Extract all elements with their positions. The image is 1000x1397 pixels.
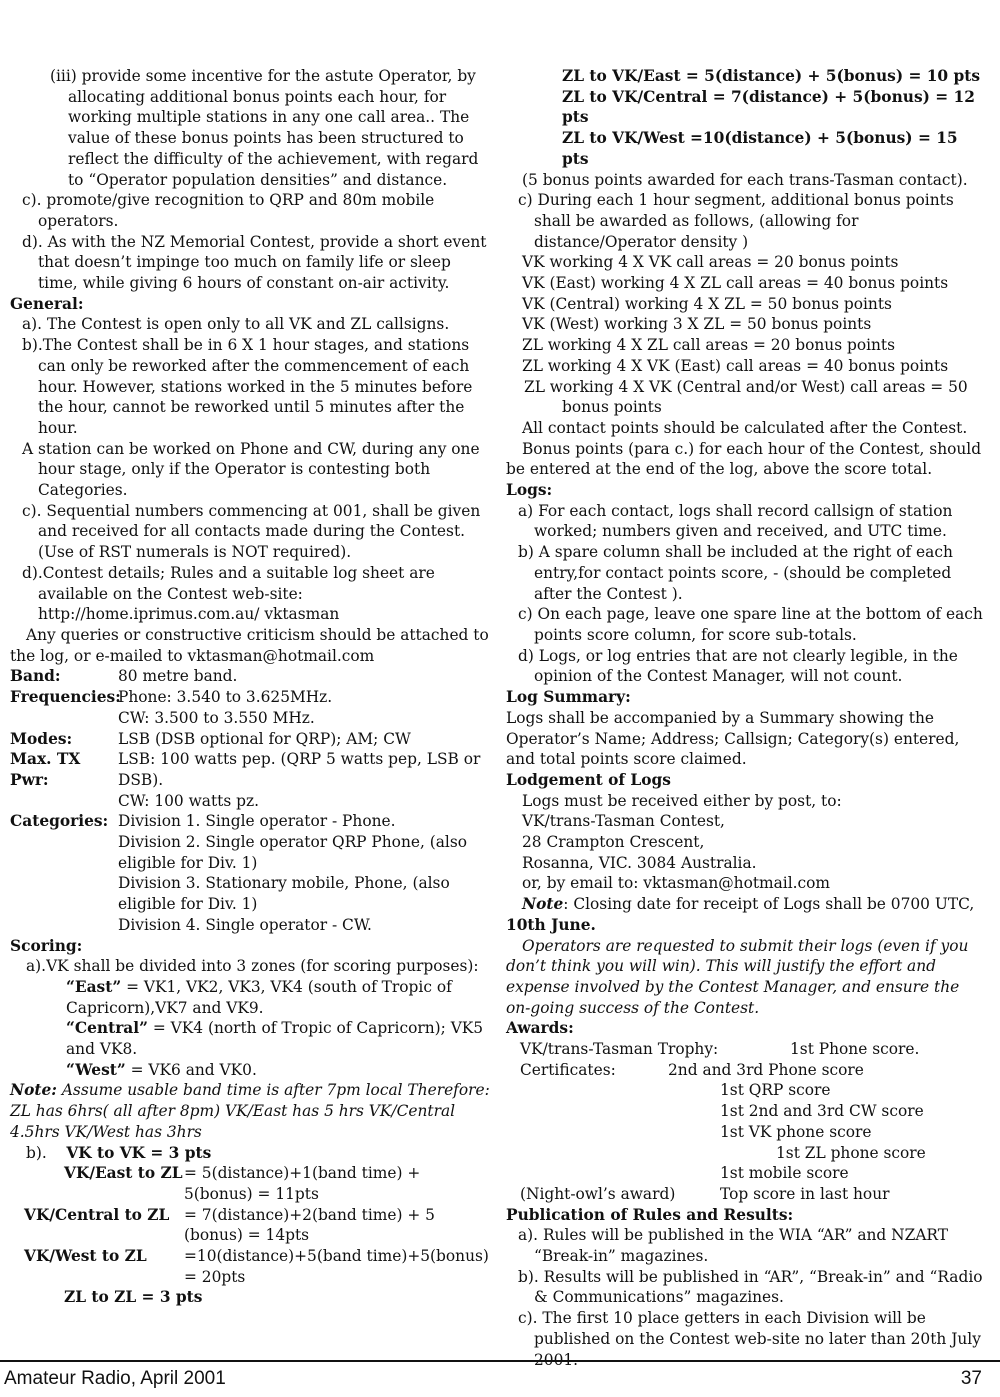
- bonus-4: VK (West) working 3 X ZL = 50 bonus points: [522, 315, 872, 334]
- night-owl-row: (Night-owl’s award) Top score in last hour: [520, 1184, 890, 1203]
- bonus-note: Bonus points (para c.) for each hour of the Contest, should be entered at the end of the log, above the score total.: [506, 439, 982, 479]
- right-column: [506, 66, 986, 1370]
- lodge-3: 28 Crampton Crescent,: [522, 833, 705, 852]
- general-b: b).The Contest shall be in 6 X 1 hour stages, and stations can only be reworked after the commencement of each hour. However, stations worked in the 5 minutes before the hour, cannot be reworked until 5 minutes after the hour.: [22, 336, 473, 437]
- general-a: a). The Contest is open only to all VK and ZL callsigns.: [22, 315, 450, 334]
- categories-row: Categories: Division 1. Single operator - Phone.: [10, 812, 396, 831]
- logs-d: d) Logs, or log entries that are not clearly legible, in the opinion of the Contest Manager, will not count.: [518, 646, 958, 686]
- calc-note: All contact points should be calculated after the Contest.: [522, 418, 968, 437]
- cert-3: 1st 2nd and 3rd CW score: [720, 1102, 924, 1121]
- zone-central: “Central” = VK4 (north of Tropic of Capricorn); VK5 and VK8.: [66, 1019, 484, 1059]
- lodge-4: Rosanna, VIC. 3084 Australia.: [522, 853, 757, 872]
- bonus-3: VK (Central) working 4 X ZL = 50 bonus points: [522, 294, 892, 313]
- queries: Any queries or constructive criticism should be attached to the log, or e-mailed to vktasman@hotmail.com: [10, 625, 489, 665]
- scoring-a: a).VK shall be divided into 3 zones (for scoring purposes):: [26, 957, 479, 976]
- txpwr-cw: CW: 100 watts pz.: [118, 791, 259, 810]
- zl-vk-west: ZL to VK/West =10(distance) + 5(bonus) = 15 pts: [562, 129, 958, 168]
- bonus-5: ZL working 4 X ZL call areas = 20 bonus points: [522, 336, 896, 355]
- category-2: Division 2. Single operator QRP Phone, (also eligible for Div. 1): [118, 833, 468, 872]
- footer-publication: Amateur Radio, April 2001: [4, 1368, 226, 1389]
- category-4: Division 4. Single operator - CW.: [118, 915, 372, 934]
- txpwr-row: Max. TX Pwr: LSB: 100 watts pep. (QRP 5 watts pep, LSB or DSB).: [10, 750, 481, 789]
- objective-c: c). promote/give recognition to QRP and 80m mobile operators.: [22, 191, 435, 230]
- trophy-row: VK/trans-Tasman Trophy: 1st Phone score.: [520, 1040, 920, 1059]
- cert-2: 1st QRP score: [720, 1081, 831, 1100]
- formula-vk-west: VK/West to ZL =10(distance)+5(band time)+5(bonus) = 20pts: [24, 1247, 489, 1286]
- bonus-1: VK working 4 X VK call areas = 20 bonus points: [522, 253, 899, 272]
- logs-c: c) On each page, leave one spare line at the bottom of each points score column, for score sub-totals.: [518, 605, 983, 644]
- publication-c: c). The first 10 place getters in each Division will be published on the Contest web-site no later than 20th July 2001.: [518, 1309, 981, 1369]
- zl-vk-east: ZL to VK/East = 5(distance) + 5(bonus) = 10 pts: [562, 67, 981, 85]
- logs-a: a) For each contact, logs shall record callsign of station worked; numbers given and received, and UTC time.: [518, 501, 953, 541]
- modes-row: Modes: LSB (DSB optional for QRP); AM; CW: [10, 729, 411, 748]
- publication-a: a). Rules will be published in the WIA “AR” and NZART “Break-in” magazines.: [518, 1226, 949, 1266]
- lodge-2: VK/trans-Tasman Contest,: [522, 812, 725, 831]
- general-c: c). Sequential numbers commencing at 001, shall be given and received for all contacts made during the Contest. (Use of RST numerals is NOT required).: [22, 501, 481, 562]
- category-3: Division 3. Stationary mobile, Phone, (also eligible for Div. 1): [118, 874, 450, 914]
- scoring-heading: Scoring:: [10, 936, 83, 955]
- general-heading: General:: [10, 294, 84, 313]
- awards-heading: Awards:: [506, 1019, 574, 1038]
- zl-to-zl: ZL to ZL = 3 pts: [64, 1288, 203, 1307]
- general-d: d).Contest details; Rules and a suitable log sheet are available on the Contest web-site: http://home.iprimus.com.au/ vktasman: [22, 563, 435, 624]
- publication-heading: Publication of Rules and Results:: [506, 1205, 794, 1224]
- operators-request: Operators are requested to submit their logs (even if you don’t think you will win). This will justify the effort and expense involved by the Contest Manager, and ensure the on-going success of the Contest.: [506, 936, 969, 1017]
- lodge-5: or, by email to: vktasman@hotmail.com: [522, 874, 830, 893]
- formula-vk-central: VK/Central to ZL = 7(distance)+2(band time) + 5 (bonus) = 14pts: [24, 1205, 435, 1245]
- zone-east: “East” = VK1, VK2, VK3, VK4 (south of Tropic of Capricorn),VK7 and VK9.: [66, 977, 452, 1017]
- zone-west: “West” = VK6 and VK0.: [66, 1060, 257, 1079]
- page-footer: [0, 1360, 1000, 1389]
- band-time-note: Note: Assume usable band time is after 7pm local Therefore: ZL has 6hrs( all after 8pm) VK/East has 5 hrs VK/Central 4.5hrs VK/West has 3hrs: [10, 1081, 490, 1141]
- summary-heading: Log Summary:: [506, 688, 631, 707]
- general-station: A station can be worked on Phone and CW, during any one hour stage, only if the Operator is contesting both Categories.: [22, 439, 480, 500]
- bonus-2: VK (East) working 4 X ZL call areas = 40 bonus points: [522, 274, 949, 293]
- bonus-6: ZL working 4 X VK (East) call areas = 40 bonus points: [522, 356, 949, 375]
- frequencies-row: Frequencies: Phone: 3.540 to 3.625MHz.: [10, 688, 333, 707]
- formula-vk-east: VK/East to ZL = 5(distance)+1(band time) + 5(bonus) = 11pts: [64, 1164, 421, 1203]
- lodge-1: Logs must be received either by post, to:: [522, 791, 842, 810]
- objective-iii: (iii) provide some incentive for the astute Operator, by allocating additional bonus points each hour, for working multiple stations in any one call area.. The value of these bonus points has been structured to reflect the difficulty of the achievement, with regard to “Operator population densities” and distance.: [50, 67, 479, 189]
- summary-text: Logs shall be accompanied by a Summary showing the Operator’s Name; Address; Callsign; Category(s) entered, and total points score claimed.: [506, 708, 960, 769]
- cert-4: 1st VK phone score: [720, 1122, 872, 1141]
- band-row: Band: 80 metre band.: [10, 667, 238, 686]
- page-number: 37: [960, 1368, 982, 1389]
- scoring-c: c) During each 1 hour segment, additional bonus points shall be awarded as follows, (allowing for distance/Operator density ): [518, 191, 954, 251]
- bonus-7: ZL working 4 X VK (Central and/or West) call areas = 50 bonus points: [524, 377, 968, 417]
- zl-vk-central: ZL to VK/Central = 7(distance) + 5(bonus) = 12 pts: [562, 87, 975, 127]
- cert-row: Certificates: 2nd and 3rd Phone score: [520, 1060, 864, 1079]
- lodgement-heading: Lodgement of Logs: [506, 770, 671, 789]
- left-column: [10, 66, 490, 1308]
- cert-5: 1st ZL phone score: [776, 1143, 926, 1162]
- logs-b: b) A spare column shall be included at the right of each entry,for contact points score, - (should be completed after the Contest ).: [518, 543, 953, 603]
- bonus-trans-tasman: (5 bonus points awarded for each trans-Tasman contact).: [522, 170, 968, 189]
- closing-date: Note: Closing date for receipt of Logs shall be 0700 UTC, 10th June.: [506, 895, 975, 934]
- objective-d: d). As with the NZ Memorial Contest, provide a short event that doesn’t impinge too much on family life or sleep time, while giving 6 hours of constant on-air activity.: [22, 232, 487, 293]
- cert-6: 1st mobile score: [720, 1164, 849, 1183]
- scoring-b: b). VK to VK = 3 pts: [26, 1143, 212, 1162]
- frequencies-cw: CW: 3.500 to 3.550 MHz.: [118, 708, 315, 727]
- publication-b: b). Results will be published in “AR”, “Break-in” and “Radio & Communications” magazines.: [518, 1267, 983, 1307]
- logs-heading: Logs:: [506, 481, 553, 500]
